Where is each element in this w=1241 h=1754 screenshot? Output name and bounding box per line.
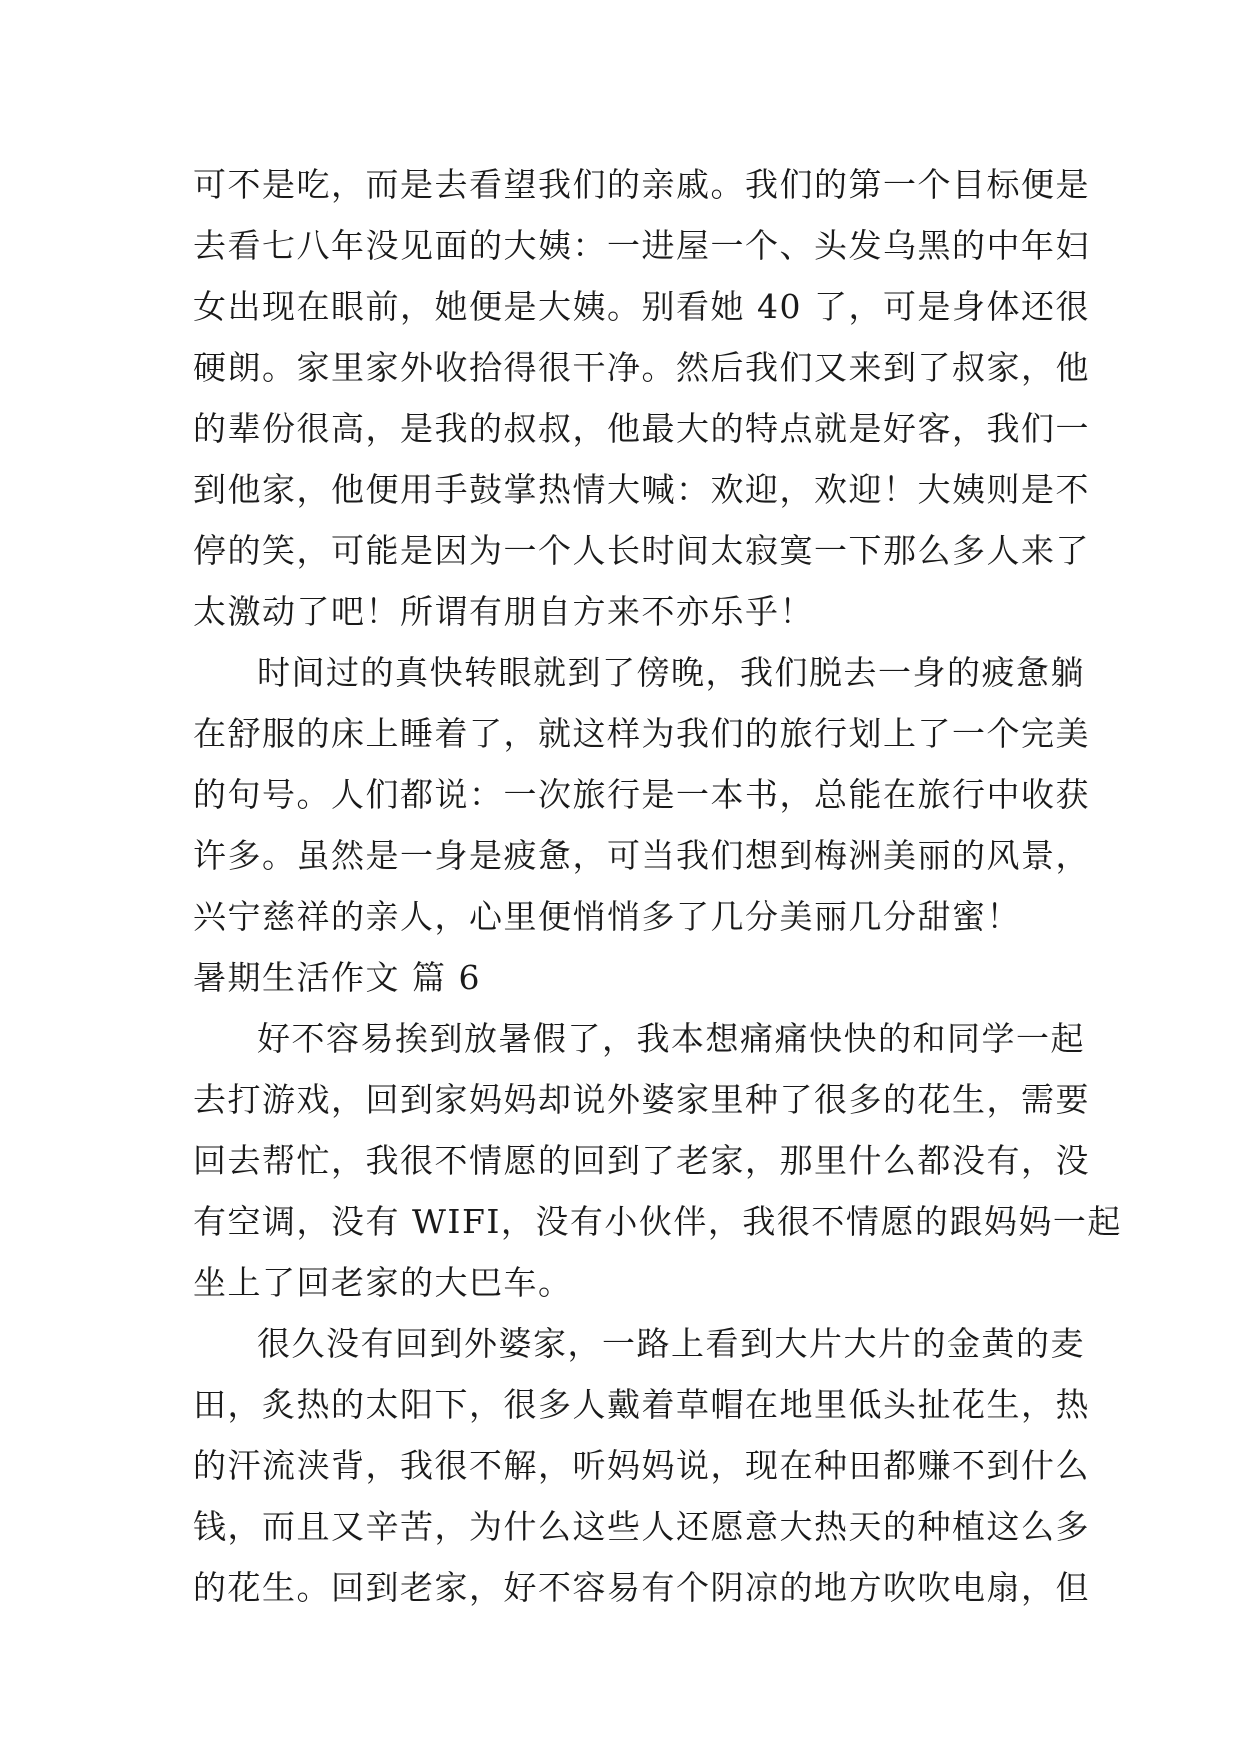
text-line: 可不是吃，而是去看望我们的亲戚。我们的第一个目标便是 — [193, 165, 1090, 204]
text-line: 钱，而且又辛苦，为什么这些人还愿意大热天的种植这么多 — [193, 1507, 1090, 1546]
text-line: 的句号。人们都说：一次旅行是一本书，总能在旅行中收获 — [193, 775, 1090, 814]
text-line: 有空调，没有 WIFI，没有小伙伴，我很不情愿的跟妈妈一起 — [193, 1202, 1122, 1241]
text-line: 田，炙热的太阳下，很多人戴着草帽在地里低头扯花生，热 — [193, 1385, 1090, 1424]
text-line: 回去帮忙，我很不情愿的回到了老家，那里什么都没有，没 — [193, 1141, 1090, 1180]
text-line: 兴宁慈祥的亲人，心里便悄悄多了几分美丽几分甜蜜！ — [193, 897, 1021, 936]
text-line: 去打游戏，回到家妈妈却说外婆家里种了很多的花生，需要 — [193, 1080, 1090, 1119]
text-line: 坐上了回老家的大巴车。 — [193, 1263, 573, 1302]
text-line: 的辈份很高，是我的叔叔，他最大的特点就是好客，我们一 — [193, 409, 1090, 448]
text-line: 女出现在眼前，她便是大姨。别看她 40 了，可是身体还很 — [193, 287, 1090, 326]
text-line: 硬朗。家里家外收拾得很干净。然后我们又来到了叔家，他 — [193, 348, 1090, 387]
text-line: 到他家，他便用手鼓掌热情大喊：欢迎，欢迎！大姨则是不 — [193, 470, 1090, 509]
text-line: 的花生。回到老家，好不容易有个阴凉的地方吹吹电扇，但 — [193, 1568, 1090, 1607]
paragraph-first-line: 好不容易挨到放暑假了，我本想痛痛快快的和同学一起 — [257, 1019, 1085, 1058]
section-heading: 暑期生活作文 篇 6 — [193, 958, 481, 997]
text-line: 在舒服的床上睡着了，就这样为我们的旅行划上了一个完美 — [193, 714, 1090, 753]
paragraph-first-line: 很久没有回到外婆家，一路上看到大片大片的金黄的麦 — [257, 1324, 1085, 1363]
text-line: 太激动了吧！所谓有朋自方来不亦乐乎！ — [193, 592, 814, 631]
text-line: 停的笑，可能是因为一个人长时间太寂寞一下那么多人来了 — [193, 531, 1090, 570]
text-line: 许多。虽然是一身是疲惫，可当我们想到梅洲美丽的风景， — [193, 836, 1090, 875]
text-line: 去看七八年没见面的大姨：一进屋一个、头发乌黑的中年妇 — [193, 226, 1090, 265]
text-line: 的汗流浃背，我很不解，听妈妈说，现在种田都赚不到什么 — [193, 1446, 1090, 1485]
paragraph-first-line: 时间过的真快转眼就到了傍晚，我们脱去一身的疲惫躺 — [257, 653, 1085, 692]
